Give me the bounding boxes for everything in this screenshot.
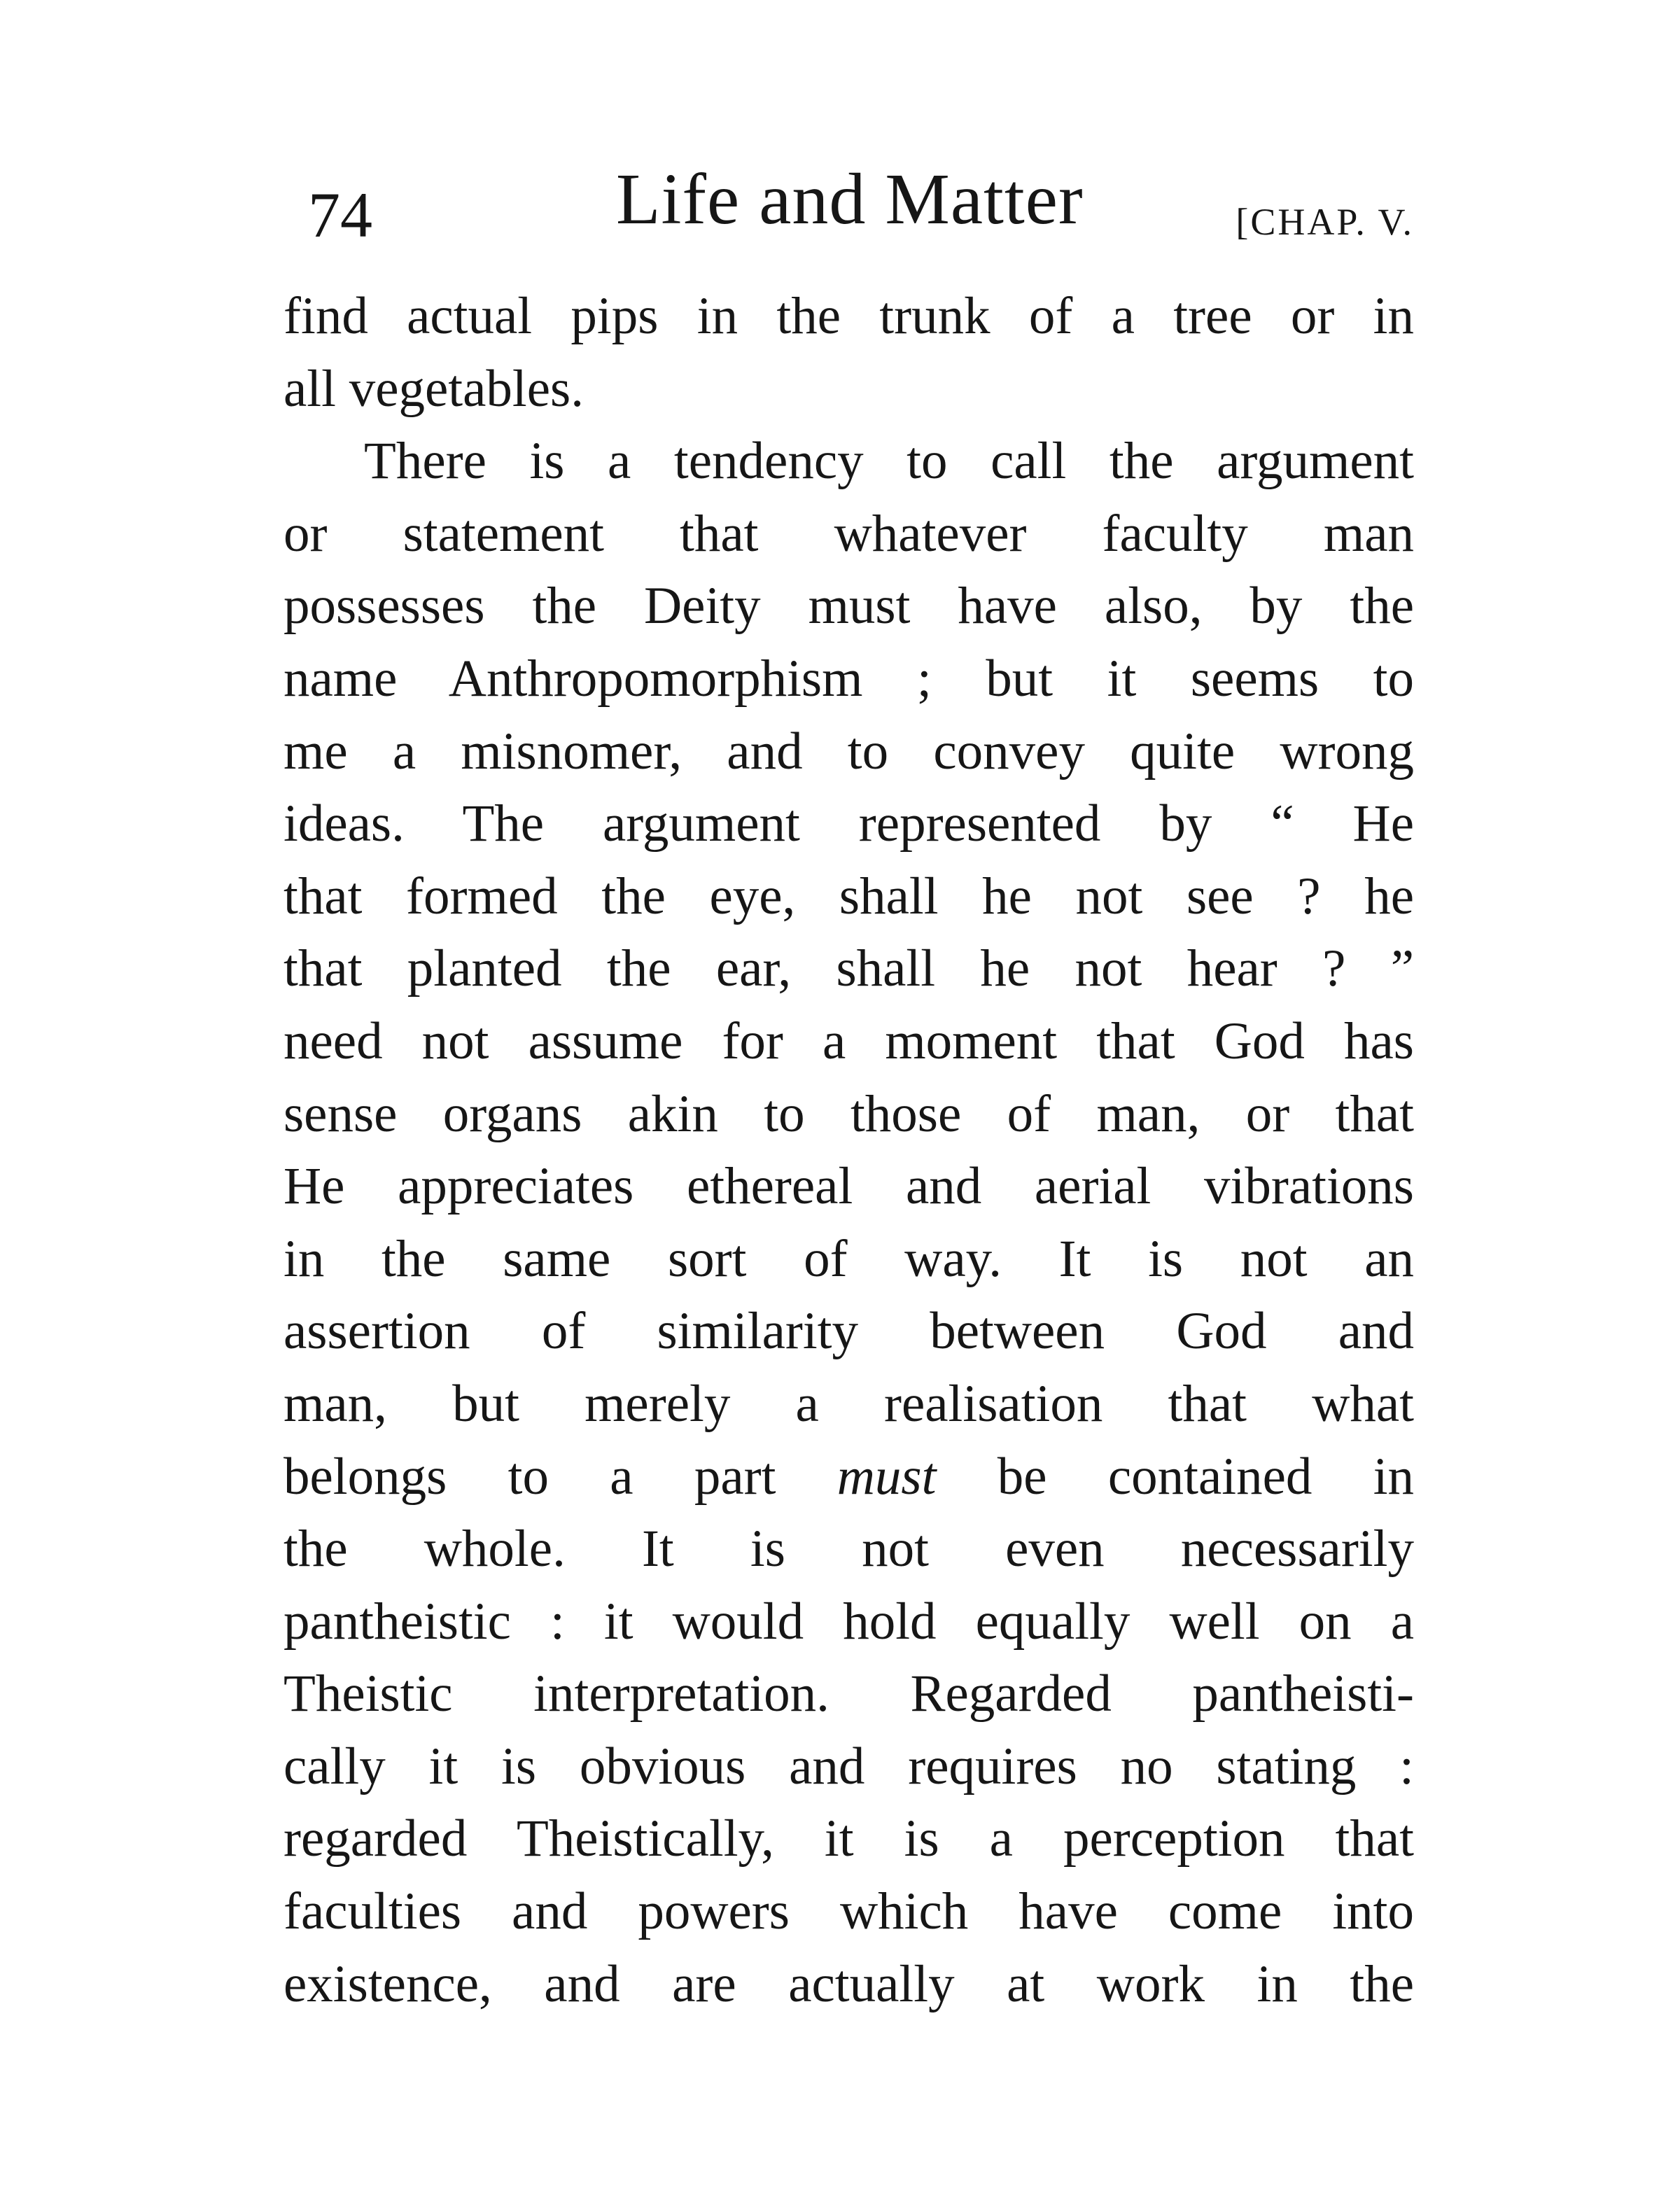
text-line: find actual pips in the trunk of a tree or in — [284, 287, 1414, 345]
text-line: sense organs akin to those of man, or that — [284, 1084, 1414, 1143]
text-line: all vegetables. — [284, 359, 584, 418]
text-line: existence, and are actually at work in the — [284, 1954, 1414, 2013]
text-line: need not assume for a moment that God has — [284, 1011, 1414, 1070]
text-line: assertion of similarity between God and — [284, 1302, 1414, 1361]
text-line: He appreciates ethereal and aerial vibrations — [284, 1157, 1414, 1216]
text-line: cally it is obvious and requires no stating : — [284, 1737, 1414, 1795]
text-line: pantheistic : it would hold equally well on a — [284, 1592, 1414, 1651]
text-line: ideas. The argument represented by “ He — [284, 794, 1414, 853]
book-title: Life and Matter — [616, 159, 1084, 239]
italic-emphasis: must — [836, 1447, 937, 1506]
chapter-reference: [CHAP. V. — [1236, 201, 1414, 243]
page-number: 74 — [308, 179, 372, 251]
text-line: in the same sort of way. It is not an — [284, 1229, 1414, 1288]
text-line: There is a tendency to call the argument — [364, 432, 1414, 491]
running-head — [287, 150, 1414, 255]
text-line: man, but merely a realisation that what — [284, 1374, 1414, 1433]
text-line: regarded Theistically, it is a perception that — [284, 1809, 1414, 1868]
body-text — [284, 280, 1414, 2020]
text-line: that formed the eye, shall he not see ? he — [284, 867, 1414, 925]
text-line: the whole. It is not even necessarily — [284, 1520, 1414, 1578]
text-line: that planted the ear, shall he not hear ? ” — [284, 939, 1414, 998]
text-line — [284, 1441, 1414, 1513]
text-line: name Anthropomorphism ; but it seems to — [284, 649, 1414, 708]
text-line: me a misnomer, and to convey quite wrong — [284, 722, 1414, 780]
text-line: or statement that whatever faculty man — [284, 504, 1414, 563]
text-segment: be contained in — [997, 1447, 1414, 1506]
text-line: faculties and powers which have come into — [284, 1882, 1414, 1941]
text-line: Theistic interpretation. Regarded pantheisti- — [284, 1665, 1414, 1723]
text-segment: belongs to a part — [284, 1447, 776, 1506]
text-line: possesses the Deity must have also, by the — [284, 577, 1414, 636]
